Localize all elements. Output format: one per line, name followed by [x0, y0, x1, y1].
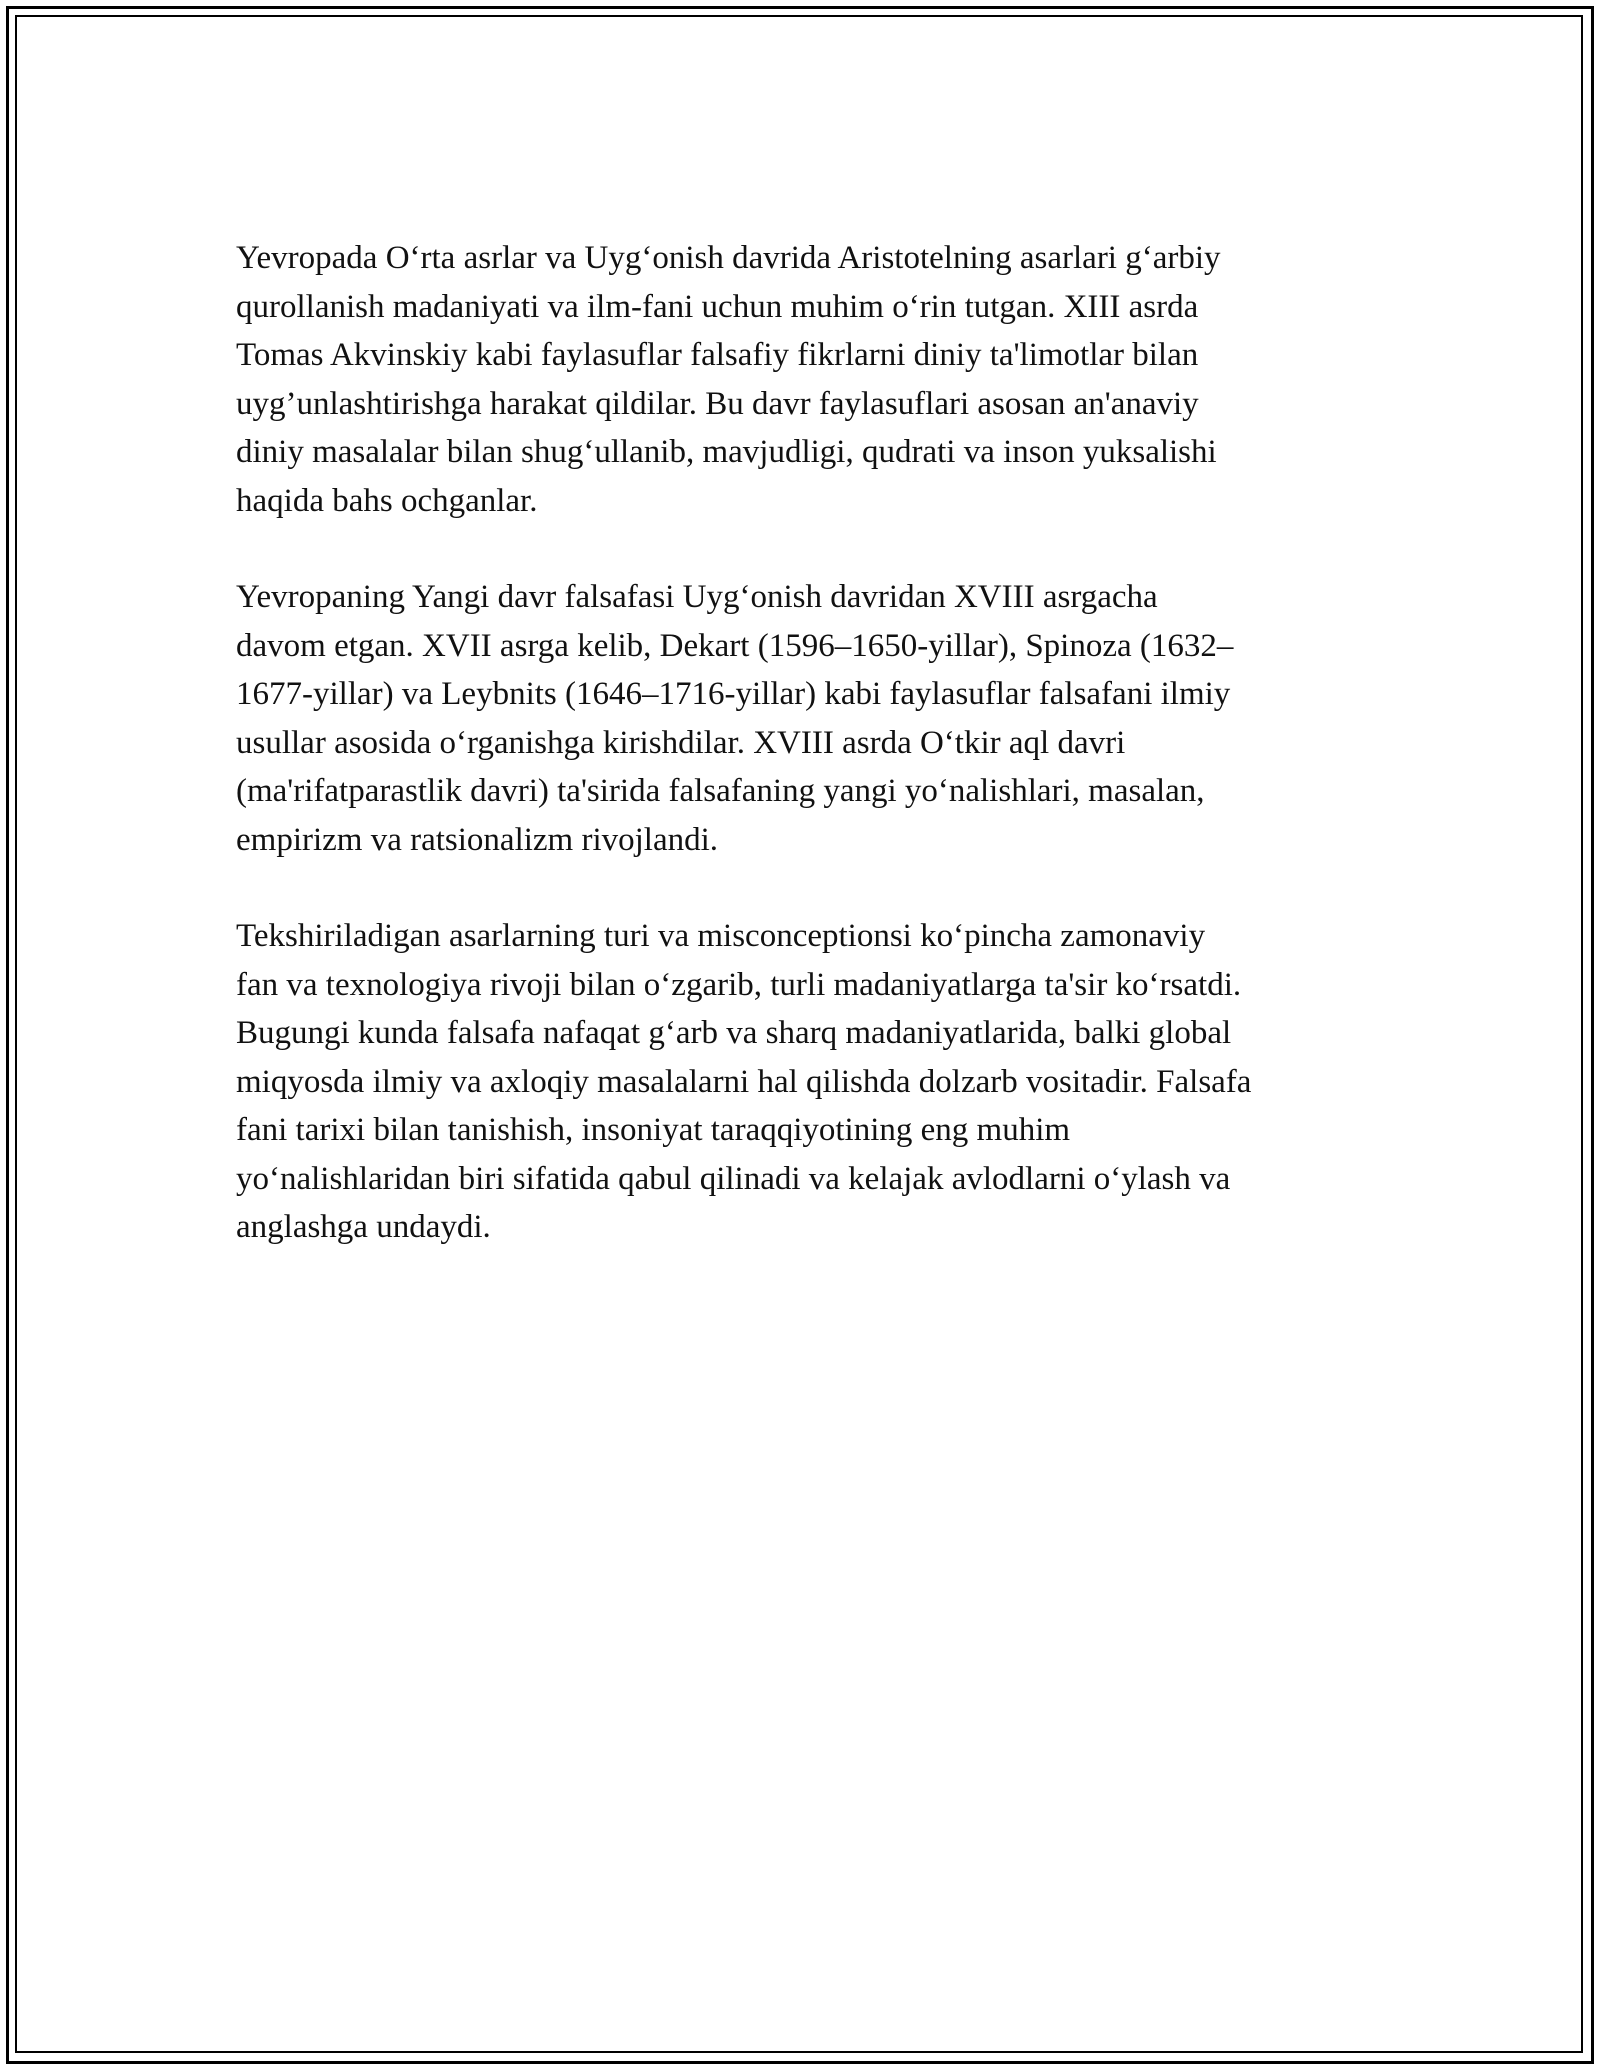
document-body: [236, 234, 1376, 1300]
paragraph-2: Yevropaning Yangi davr falsafasi Uyg‘onish davridan XVIII asrgacha davom etgan. XVII asrga kelib, Dekart (1596–1650-yillar), Spinoza (1632– 1677-yillar) va Leybnits (1646–1716-yillar) kabi faylasuflar falsafani ilmiy usullar asosida o‘rganishga kirishdilar. XVIII asrda O‘tkir aql davri (ma'rifatparastlik davri) ta'sirida falsafaning yangi yo‘nalishlari, masalan, empirizm va ratsionalizm rivojlandi.: [236, 579, 1234, 858]
paragraph-3: Tekshiriladigan asarlarning turi va misconceptionsi ko‘pincha zamonaviy fan va texnologiya rivoji bilan o‘zgarib, turli madaniyatlarga ta'sir ko‘rsatdi. Bugungi kunda falsafa nafaqat g‘arb va sharq madaniyatlarida, balki global miqyosda ilmiy va axloqiy masalalarni hal qilishda dolzarb vositadir. Falsafa fani tarixi bilan tanishish, insoniyat taraqqiyotining eng muhim yo‘nalishlaridan biri sifatida qabul qilinadi va kelajak avlodlarni o‘ylash va anglashga undaydi.: [236, 918, 1252, 1245]
paragraph-1: Yevropada O‘rta asrlar va Uyg‘onish davrida Aristotelning asarlari g‘arbiy qurollanish madaniyati va ilm-fani uchun muhim o‘rin tutgan. XIII asrda Tomas Akvinskiy kabi faylasuflar falsafiy fikrlarni diniy ta'limotlar bilan uyg’unlashtirishga harakat qildilar. Bu davr faylasuflari asosan an'anaviy diniy masalalar bilan shug‘ullanib, mavjudligi, qudrati va inson yuksalishi haqida bahs ochganlar.: [236, 240, 1221, 519]
